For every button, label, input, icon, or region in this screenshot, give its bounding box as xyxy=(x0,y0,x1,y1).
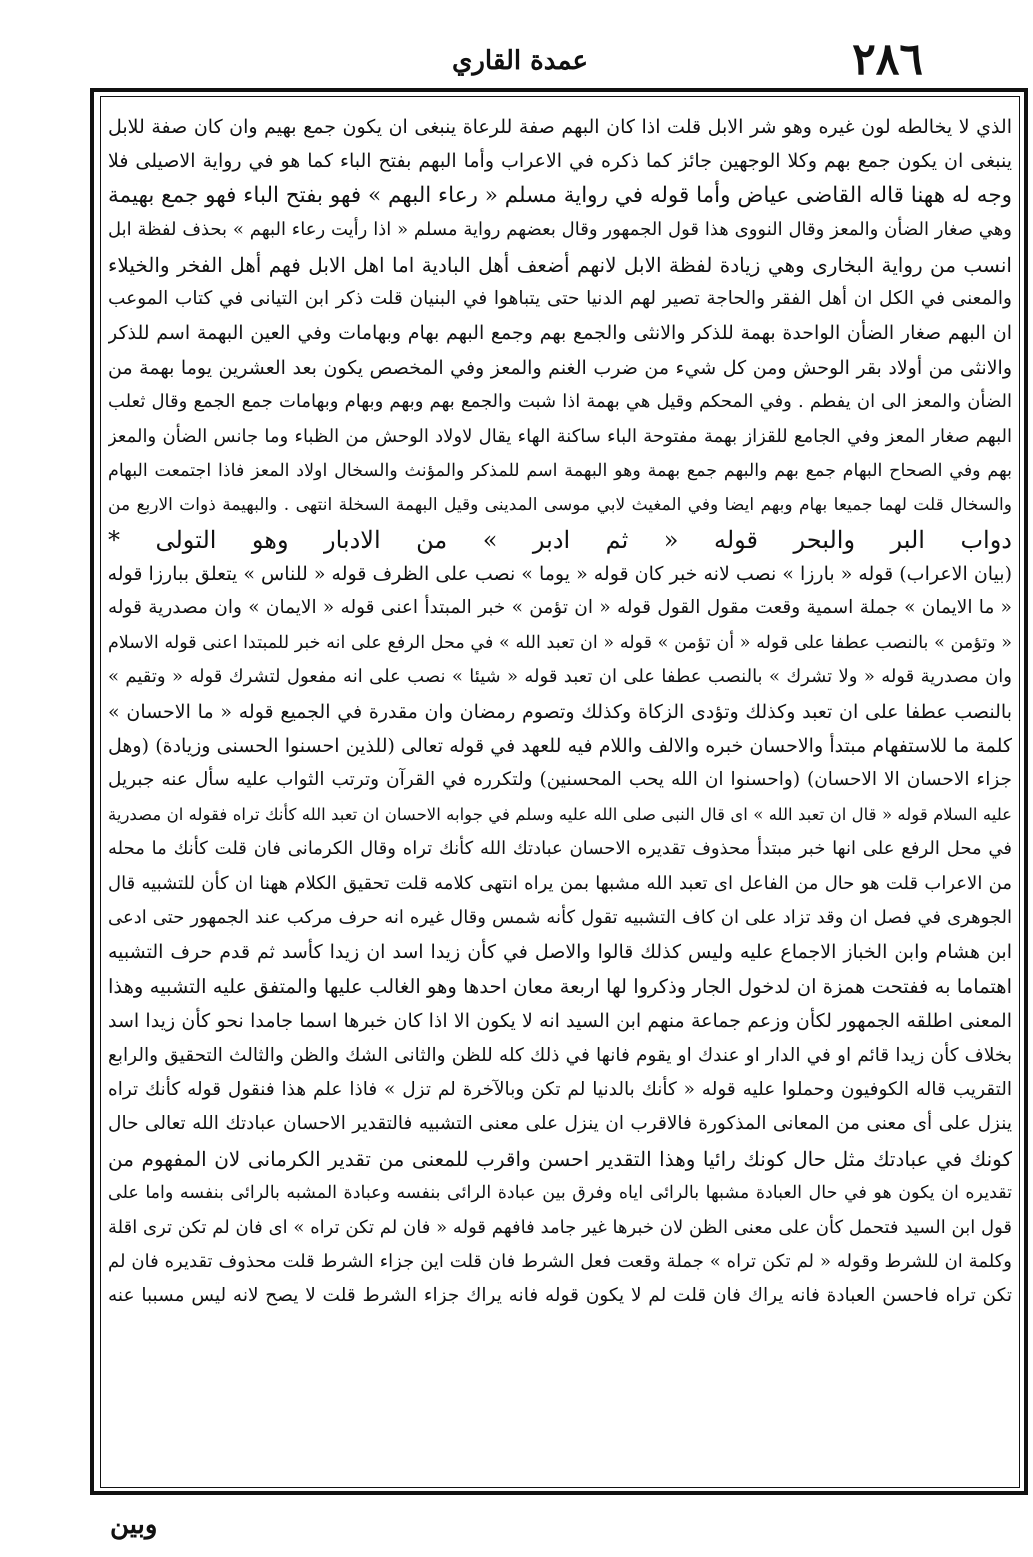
text-line: « وتؤمن » بالنصب عطفا على قوله « أن تؤمن » قوله « ان تعبد الله » في محل الرفع على انه خبر للمبتدا اعنى قوله الاسلام xyxy=(108,632,1012,653)
text-line: بالنصب عطفا على ان تعبد وكذلك وتؤدى الزكاة وكذلك وتصوم رمضان وان مقدرة في الجميع قوله « ما الاحسان » xyxy=(108,700,1012,723)
footer-signature: وبين xyxy=(110,1510,158,1540)
text-line: بهم وفي الصحاح البهام جمع بهم والبهم جمع بهمة وهو البهمة اسم للمذكر والمؤنث والسخال اولاد المعز فاذا اجتمعت البهام xyxy=(108,460,1012,481)
text-line: « ما الايمان » جملة اسمية وقعت مقول القول قوله « ان تؤمن » خبر المبتدأ اعنى قوله « الايمان » وان مصدرية قوله xyxy=(108,597,1012,619)
text-line: عليه السلام قوله « قال ان تعبد الله » اى قال النبى صلى الله عليه وسلم في جوابه الاحسان ان تعبد الله كأنك تراه فقوله ان مصدرية xyxy=(108,804,1012,824)
text-line: من الاعراب قلت هو حال من الفاعل اى تعبد الله مشبها بمن يراه انتهى كلامه قلت تحقيق الكلام ههنا ان كأن للتشبيه قال xyxy=(108,872,1012,894)
text-line: الضأن والمعز الى ان يفطم . وفي المحكم وقيل هي بهمة اذا شبت والجمع بهم وبهم وبهام وبهامات جمع الجمع وقال ثعلب xyxy=(108,391,1012,413)
text-line: وجه له ههنا قاله القاضى عياض وأما قوله في رواية مسلم « رعاء البهم » فهو بفتح الباء فهو جمع بهيمة xyxy=(108,182,1012,208)
text-line: وان مصدرية قوله « ولا تشرك » بالنصب عطفا على ان تعبد قوله « شيئا » نصب على انه مفعول لتشرك قوله « وتقيم » xyxy=(108,666,1012,688)
running-title: عمدة القاري xyxy=(452,46,588,76)
text-line: تقديره ان يكون هو في حال العبادة مشبها بالرائى اياه وفرق بين عبادة الرائى بنفسه وعبادة المشبه بالرائى بنفسه واما على xyxy=(108,1183,1012,1204)
page-number: ٢٨٦ xyxy=(852,34,923,85)
text-line: انسب من رواية البخارى وهي زيادة لفظة الابل لانهم أضعف أهل البادية اما اهل الابل فهم أهل الفخر والخيلاء xyxy=(108,252,1012,277)
text-line: كلمة ما للاستفهام مبتدأ والاحسان خبره والالف واللام فيه للعهد في قوله تعالى (للذين احسنوا الحسنى وزيادة) (وهل xyxy=(108,735,1012,758)
text-line: وهي صغار الضأن والمعز وقال النووى هذا قول الجمهور وقال بعضهم رواية مسلم « اذا رأيت رعاء البهم » بحذف لفظة ابل xyxy=(108,219,1012,241)
text-body xyxy=(108,110,1012,1488)
text-line: بخلاف كأن زيدا قائم او في الدار او عندك او يقوم فانها في ذلك كله للظن والثانى الشك والظن والثالث التحقيق والرابع xyxy=(108,1044,1012,1066)
text-line: البهم صغار المعز وفي الجامع للقزاز بهمة مفتوحة الباء ساكنة الهاء يقال لاولاد الوحش من الظباء وما جانس الضأن والمعز xyxy=(108,425,1012,447)
text-line: جزاء الاحسان الا الاحسان) (واحسنوا ان الله يحب المحسنين) ولتكرره في القرآن وترتب الثواب عليه سأل عنه جبريل xyxy=(108,769,1012,791)
text-line: والانثى من أولاد بقر الوحش ومن كل شيء من ضرب الغنم والمعز وفي المخصص يكون بعد العشرين يوما بهمة من xyxy=(108,356,1012,379)
text-line: ابن هشام وابن الخباز الاجماع عليه وليس كذلك قالوا والاصل في كأن زيدا اسد ان زيدا كأسد ثم قدم حرف التشبيه xyxy=(108,941,1012,964)
text-line: دواب البر والبحر قوله « ثم ادبر » من الادبار وهو التولى * xyxy=(108,525,1012,554)
page-header xyxy=(0,0,1033,92)
text-line: التقريب قاله الكوفيون وحملوا عليه قوله « كأنك بالدنيا لم تكن وبالآخرة لم تزل » فاذا علم هذا فنقول قوله كأنك تراه xyxy=(108,1078,1012,1100)
text-line: الجوهرى في فصل ان وقد تزاد على ان كاف التشبيه تقول كأنه شمس وقال غيره انه حرف مركب عند الجمهور حتى ادعى xyxy=(108,906,1012,928)
text-line: الذي لا يخالطه لون غيره وهو شر الابل قلت اذا كان البهم صفة للرعاة ينبغى ان يكون جمع بهيم وان كان صفة للابل xyxy=(108,116,1012,138)
text-line: اهتماما به ففتحت همزة ان لدخول الجار وذكروا لها اربعة معان احدها وهو الغالب عليها والمتفق عليه التشبيه وهذا xyxy=(108,974,1012,998)
text-line: المعنى اطلقه الجمهور لكأن وزعم جماعة منهم ابن السيد انه لا يكون الا اذا كان خبرها اسما جامدا نحو كأن زيدا اسد xyxy=(108,1010,1012,1033)
text-line: وكلمة ان للشرط وقوله « لم تكن تراه » جملة وقعت فعل الشرط فان قلت اين جزاء الشرط قلت محذوف تقديره فان لم xyxy=(108,1250,1012,1272)
text-line: والمعنى في الكل ان أهل الفقر والحاجة تصير لهم الدنيا حتى يتباهوا في البنيان قلت ذكر ابن التيانى في كتاب الموعب xyxy=(108,287,1012,309)
text-line: ان البهم صغار الضأن الواحدة بهمة للذكر والانثى والجمع بهم وجمع البهم بهام وبهامات وفي العين البهمة اسم للذكر xyxy=(108,322,1012,345)
text-line: كونك في عبادتك مثل حال كونك رائيا وهذا التقدير احسن واقرب للمعنى من تقدير الكرمانى لان المفهوم من xyxy=(108,1146,1012,1171)
text-line: في محل الرفع على انها خبر مبتدأ محذوف تقديره الاحسان عبادتك الله كأنك تراه وقال الكرمانى فان قلت كأنك ما محله xyxy=(108,838,1012,860)
text-line: (بيان الاعراب) قوله « بارزا » نصب لانه خبر كان قوله « يوما » نصب على الظرف قوله « للناس » يتعلق ببارزا قوله xyxy=(108,563,1012,586)
text-line: والسخال قلت لهما جميعا بهام وبهم ايضا وفي المغيث لابي موسى المدينى وقيل البهمة السخلة انتهى . والبهيمة ذوات الاربع من xyxy=(108,495,1012,516)
text-line: ينبغى ان يكون جمع بهم وكلا الوجهين جائز كما ذكره في الاعراب وأما البهم بفتح الباء كما هو في رواية الاصيلى فلا xyxy=(108,150,1012,173)
text-line: ينزل على أى معنى من المعانى المذكورة فالاقرب ان ينزل على معنى التشبيه فالتقدير الاحسان عبادتك الله تعالى حال xyxy=(108,1113,1012,1135)
text-line: قول ابن السيد فتحمل كأن على معنى الظن لان خبرها غير جامد فافهم قوله « فان لم تكن تراه » اى فان لم تكن ترى اقلة xyxy=(108,1216,1012,1238)
text-line: تكن تراه فاحسن العبادة فانه يراك فان قلت لم لا يكون قوله فانه يراك جزاء الشرط قلت لا يصح لانه ليس مسببا عنه xyxy=(108,1285,1012,1307)
